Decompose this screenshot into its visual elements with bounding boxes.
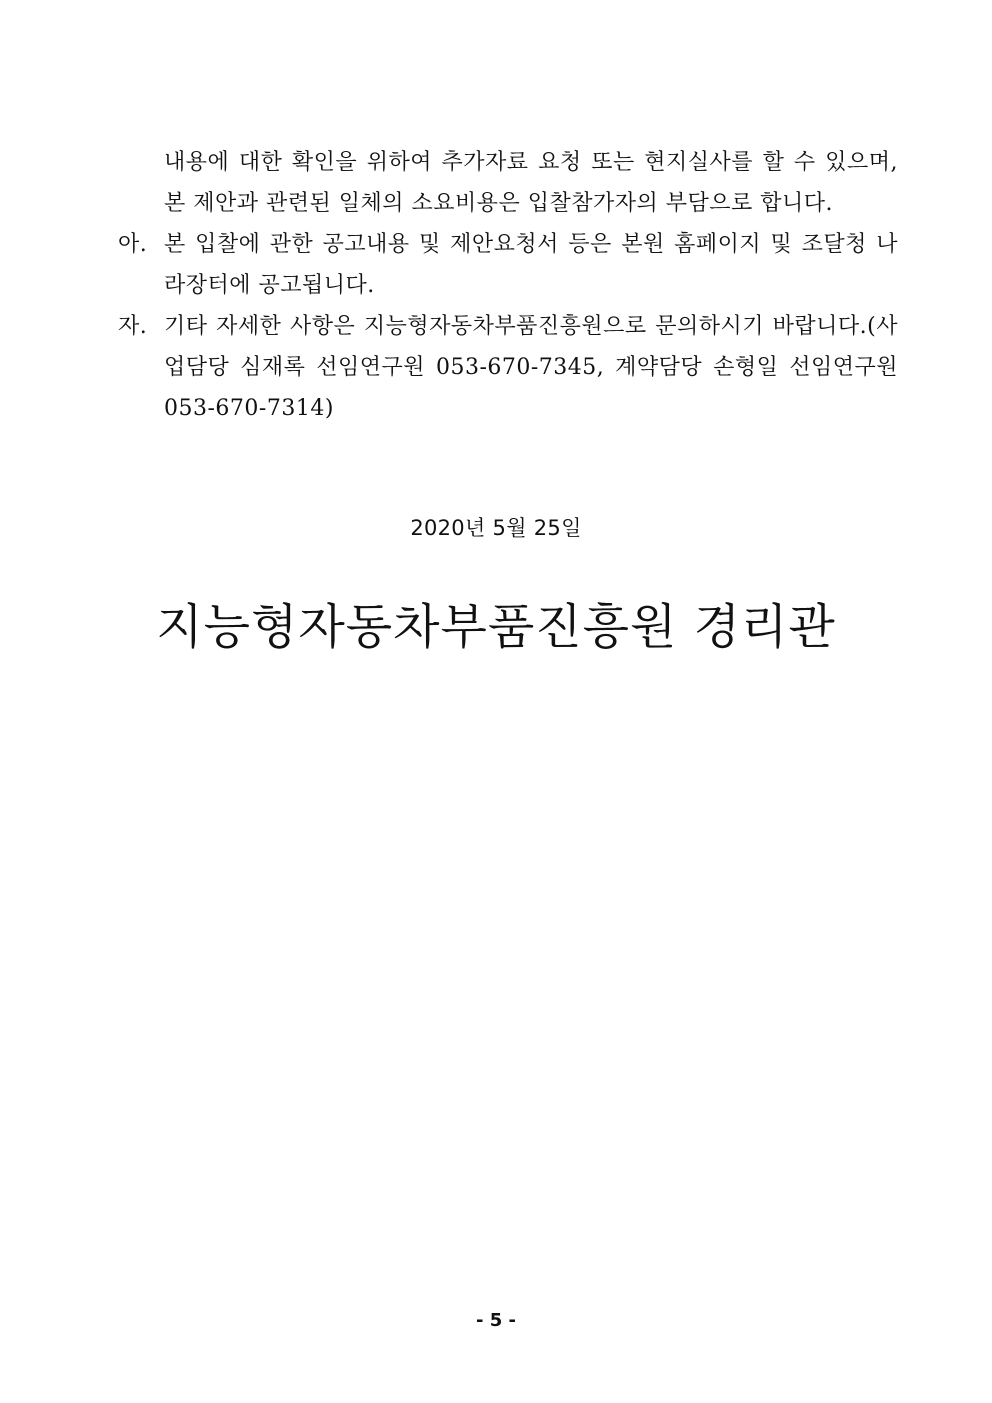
- list-item-marker: 아.: [118, 232, 148, 257]
- issuer-title: 지능형자동차부품진흥원 경리관: [156, 599, 836, 655]
- list-item-a: [118, 224, 898, 306]
- body-text: [118, 142, 898, 429]
- list-item-marker: 자.: [118, 314, 148, 339]
- announcement-date: 2020년 5월 25일: [410, 516, 582, 540]
- continuation-paragraph: 내용에 대한 확인을 위하여 추가자료 요청 또는 현지실사를 할 수 있으며, 본 제안과 관련된 일체의 소요비용은 입찰참가자의 부담으로 합니다.: [164, 150, 898, 216]
- page-number: - 5 -: [476, 1310, 516, 1331]
- list-item-ja: [118, 306, 898, 429]
- list-item-text: 기타 자세한 사항은 지능형자동차부품진흥원으로 문의하시기 바랍니다.(사업담당 심재록 선임연구원 053-670-7345, 계약담당 손형일 선임연구원 053-670-7314): [164, 314, 898, 421]
- list-item-text: 본 입찰에 관한 공고내용 및 제안요청서 등은 본원 홈페이지 및 조달청 나라장터에 공고됩니다.: [164, 232, 898, 298]
